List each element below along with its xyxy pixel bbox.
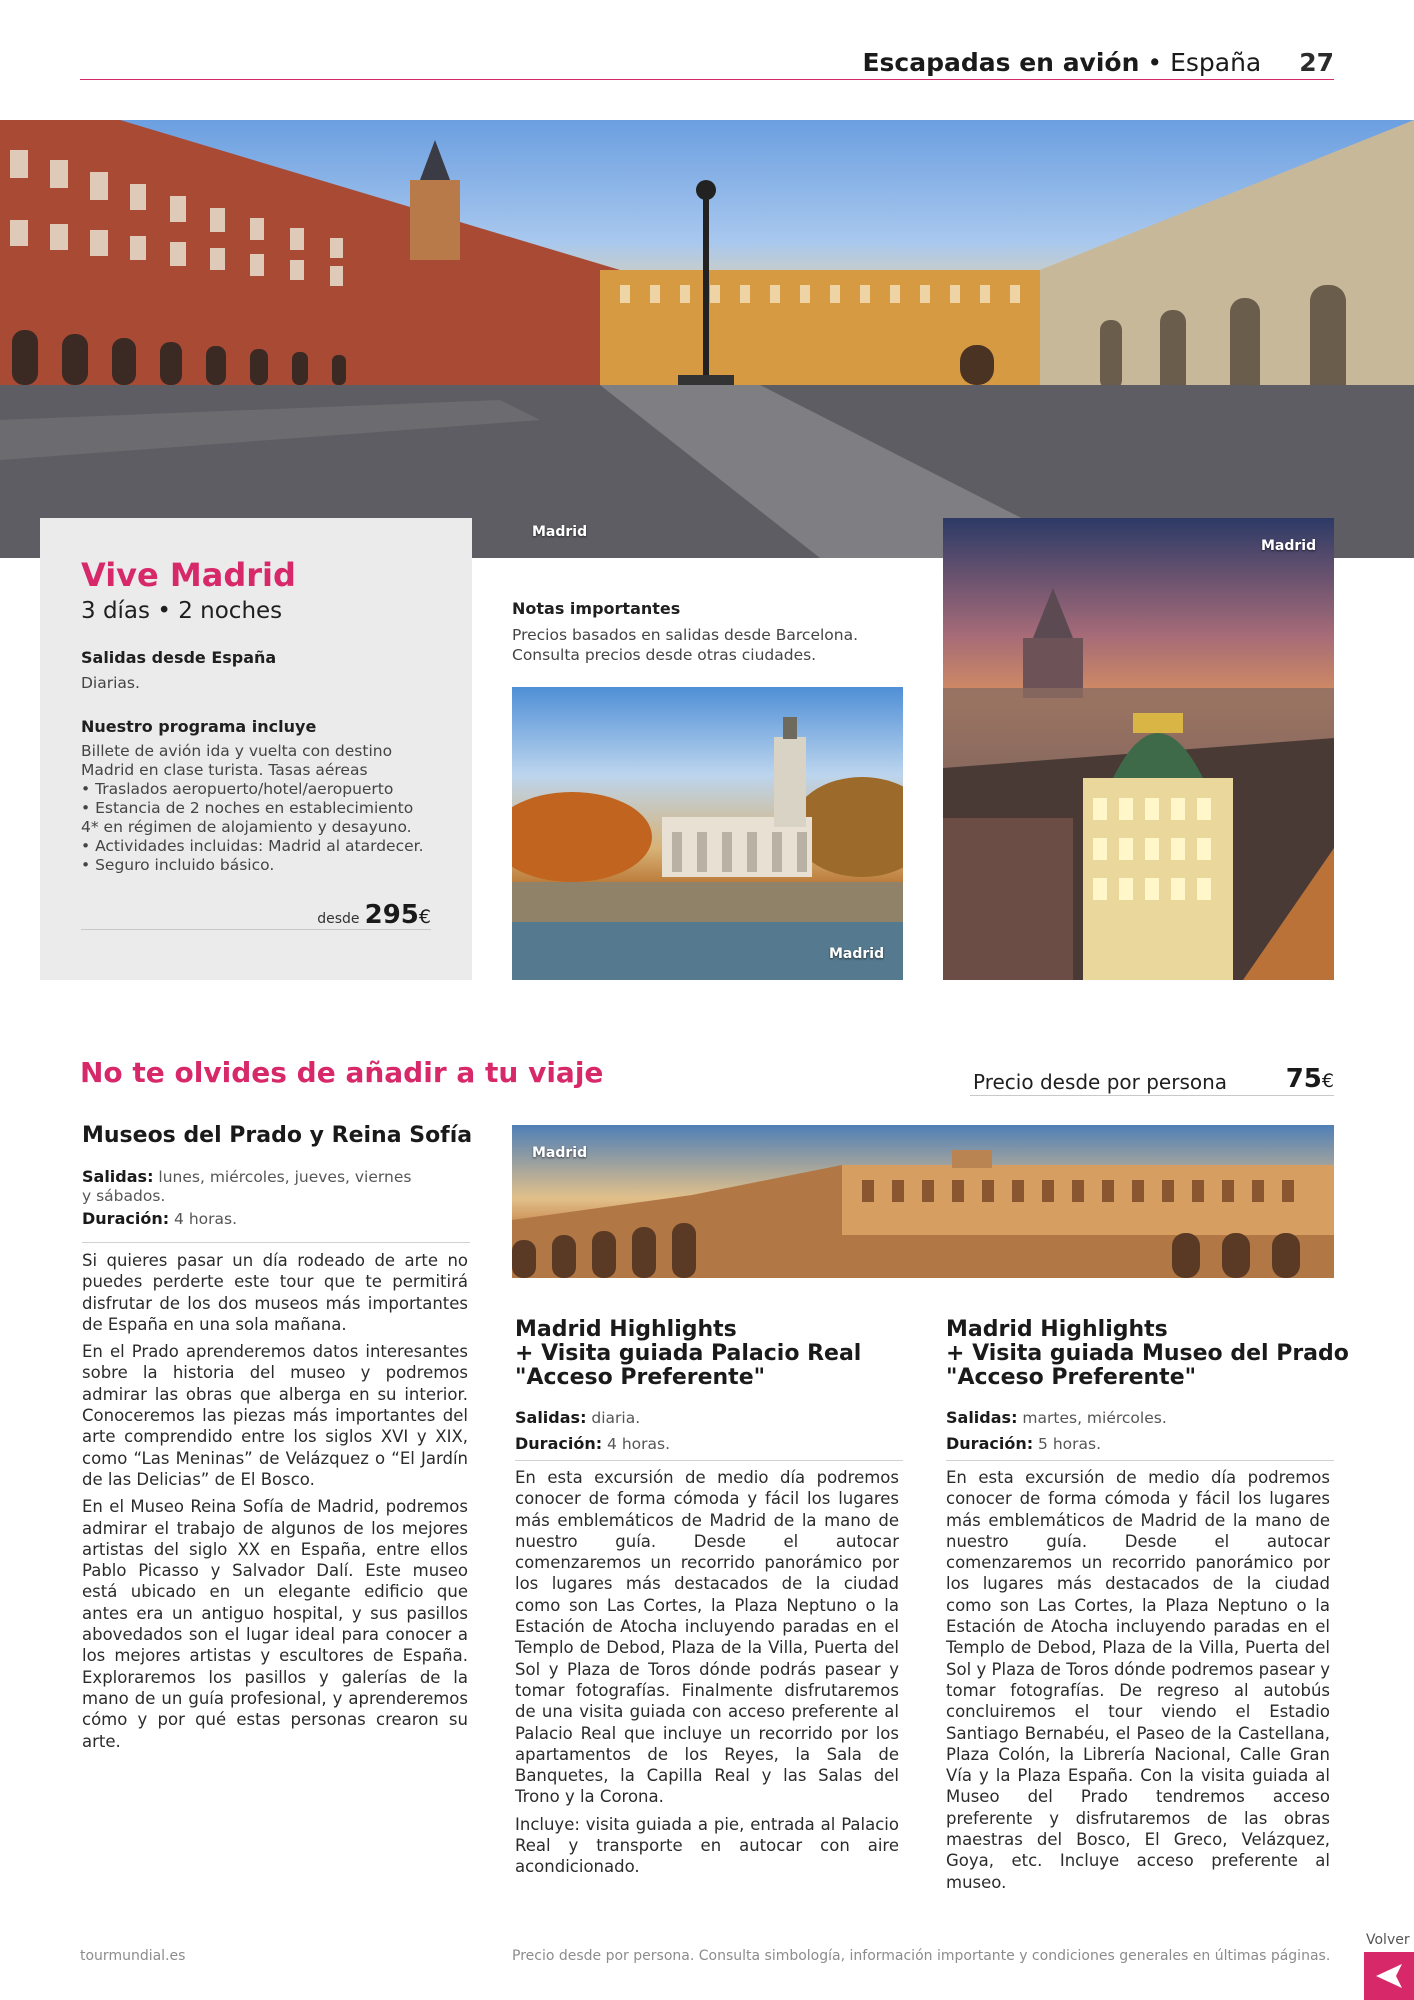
palacio-illustration [512, 1125, 1334, 1278]
includes-list [81, 742, 424, 875]
duracion-text: 5 horas. [1038, 1435, 1102, 1453]
addons-price-value [1286, 1064, 1334, 1094]
page-header [80, 44, 1334, 80]
salidas-text: diaria. [591, 1409, 641, 1427]
tour-museos-meta [82, 1167, 470, 1229]
program-price [81, 900, 431, 930]
back-arrow-icon [1364, 1952, 1414, 2000]
header-section: Escapadas en avión [862, 48, 1140, 77]
addons-price-label: Precio desde por persona [973, 1070, 1228, 1094]
addons-price [970, 1062, 1334, 1096]
salidas-text: martes, miércoles. [1022, 1409, 1167, 1427]
price-currency: € [418, 906, 431, 928]
hero-photo-label: Madrid [532, 524, 588, 540]
tour-title: Museos del Prado y Reina Sofía [82, 1123, 473, 1148]
header-separator: • [1147, 48, 1163, 77]
salidas-label: Salidas: [82, 1167, 154, 1186]
header-country: España [1170, 48, 1262, 77]
footer-disclaimer: Precio desde por persona. Consulta simbología, información importante y condiciones generales en últimas páginas. [512, 1948, 1331, 1964]
program-duration: 3 días • 2 noches [81, 598, 283, 624]
paragraph: Incluye: visita guiada a pie, entrada al Palacio Real y transporte en autocar con aire acondicionado. [515, 1814, 899, 1877]
back-label: Volver [1366, 1932, 1410, 1948]
divider [515, 1460, 903, 1461]
paragraph: Si quieres pasar un día rodeado de arte no puedes perderte este tour que te permitirá disfrutar de los dos museos más importantes de España en una sola mañana. [82, 1251, 468, 1334]
includes-line: • Seguro incluido básico. [81, 856, 275, 874]
notes-line: Consulta precios desde otras ciudades. [512, 646, 817, 664]
paragraph: En esta excursión de medio día podremos conocer de forma cómoda y fácil los lugares más emblemáticos de Madrid de la mano de nuestro guía. Desde el autocar comenzaremos un recorrido panorámico por los lugares más destacados de la ciudad como son Las Cortes, la Plaza Neptuno o la Estación de Atocha incluyendo paradas en el Templo de Debod, Plaza de la Villa, Puerta del Sol y Plaza de Toros dónde podremos pasear y tomar fotografías. De regreso al autobús concluiremos el tour viendo el Estadio Santiago Bernabéu, el Paseo de la Castellana, Plaza Colón, la Librería Nacional, Calle Gran Vía y la Plaza España. Con la visita guiada al Museo del Prado tendremos acceso preferente y disfrutaremos de las obras maestras del Bosco, El Greco, Velázquez, Goya, etc. Incluye acceso preferente al museo. [946, 1468, 1330, 1892]
tour-museo-prado [946, 1317, 1349, 1390]
tour-title-line: "Acceso Preferente" [515, 1365, 766, 1390]
tour-prado-meta [946, 1405, 1334, 1457]
tour-title-line: + Visita guiada Palacio Real [515, 1341, 862, 1366]
photo-retiro-monument [512, 687, 903, 980]
retiro-photo-label: Madrid [829, 946, 885, 962]
price-amount: 295 [364, 900, 419, 930]
program-card [40, 518, 472, 980]
includes-line: • Traslados aeropuerto/hotel/aeropuerto [81, 780, 394, 798]
departures-text: Diarias. [81, 674, 140, 692]
program-title: Vive Madrid [81, 556, 296, 594]
paragraph: En el Museo Reina Sofía de Madrid, podremos admirar el trabajo de algunos de los mejores artistas del siglo XX en España, entre ellos Pablo Picasso y Salvador Dalí. Este museo está ubicado en un elegante edificio que antes era un antiguo hospital, y sus pasillos abovedados son el lugar ideal para conocer a los mejores artistas y escultores de España. Exploraremos los pasillos y galerías de la mano de un guía profesional, y aprenderemos cómo y por qué estas personas crearon su arte. [82, 1497, 468, 1751]
includes-line: • Estancia de 2 noches en establecimiento [81, 799, 414, 817]
includes-heading: Nuestro programa incluye [81, 717, 317, 736]
includes-line: • Actividades incluidas: Madrid al atardecer. [81, 837, 424, 855]
photo-palacio-real [512, 1125, 1334, 1278]
notes-text [512, 625, 858, 665]
back-button[interactable] [1364, 1952, 1414, 2000]
duracion-label: Duración: [82, 1209, 170, 1228]
tour-title-line: "Acceso Preferente" [946, 1365, 1197, 1390]
salidas-text: lunes, miércoles, jueves, viernes [158, 1168, 412, 1186]
tour-palacio-meta [515, 1405, 903, 1457]
includes-line: Madrid en clase turista. Tasas aéreas [81, 761, 368, 779]
includes-line: Billete de avión ida y vuelta con destino [81, 742, 393, 760]
page-number: 27 [1299, 48, 1334, 77]
addons-price-amount: 75 [1285, 1064, 1322, 1094]
includes-line: 4* en régimen de alojamiento y desayuno. [81, 818, 412, 836]
duracion-text: 4 horas. [607, 1435, 671, 1453]
paragraph: En esta excursión de medio día podremos conocer de forma cómoda y fácil los lugares más emblemáticos de Madrid de la mano de nuestro guía. Desde el autocar comenzaremos un recorrido panorámico por los lugares más destacados de la ciudad como son Las Cortes, la Plaza Neptuno o la Estación de Atocha incluyendo paradas en el Templo de Debod, Plaza de la Villa, Puerta del Sol y Plaza de Toros dónde podrás pasear y tomar fotografías. Finalmente disfrutaremos de una visita guiada con acceso preferente al Palacio Real que incluye un recorrido por los apartamentos de los Reyes, la Sala de Banquetes, la Capilla Real y las Salas del Trono y la Corona. [515, 1468, 899, 1807]
departures-heading: Salidas desde España [81, 648, 277, 667]
paragraph: En el Prado aprenderemos datos interesantes sobre la historia del museo y podremos admirar las obras que alberga en su interior. Conoceremos las piezas más importantes del arte comprendido entre los siglos XVI y XIX, como “Las Meninas” de Velázquez o “El Jardín de las Delicias” de El Bosco. [82, 1342, 468, 1489]
tour-title-line: Madrid Highlights [515, 1317, 737, 1342]
footer-site: tourmundial.es [80, 1948, 186, 1964]
addons-section-title: No te olvides de añadir a tu viaje [80, 1056, 604, 1089]
tour-title-line: + Visita guiada Museo del Prado [946, 1341, 1349, 1366]
duracion-label: Duración: [515, 1434, 603, 1453]
salidas-label: Salidas: [946, 1408, 1018, 1427]
divider [82, 1242, 470, 1243]
duracion-label: Duración: [946, 1434, 1034, 1453]
header-text [862, 48, 1334, 77]
retiro-illustration [512, 687, 903, 980]
tour-prado-description [946, 1467, 1330, 1899]
tour-title-line: Madrid Highlights [946, 1317, 1168, 1342]
price-prefix: desde [317, 911, 360, 927]
notes-line: Precios basados en salidas desde Barcelona. [512, 626, 859, 644]
duracion-text: 4 horas. [174, 1210, 238, 1228]
palacio-photo-label: Madrid [532, 1145, 588, 1161]
tour-palacio-description [515, 1467, 899, 1884]
addons-price-currency: € [1321, 1070, 1334, 1092]
photo-metropolis-building [943, 518, 1334, 980]
plaza-mayor-illustration [0, 120, 1414, 558]
divider [946, 1460, 1334, 1461]
metropolis-photo-label: Madrid [1261, 538, 1317, 554]
tour-museos-description [82, 1250, 468, 1758]
notes-heading: Notas importantes [512, 599, 681, 618]
tour-museos [82, 1123, 473, 1148]
hero-photo-plaza-mayor [0, 120, 1414, 558]
salidas-label: Salidas: [515, 1408, 587, 1427]
salidas-text-cont: y sábados. [82, 1187, 166, 1205]
metropolis-illustration [943, 518, 1334, 980]
tour-palacio-real [515, 1318, 905, 1390]
